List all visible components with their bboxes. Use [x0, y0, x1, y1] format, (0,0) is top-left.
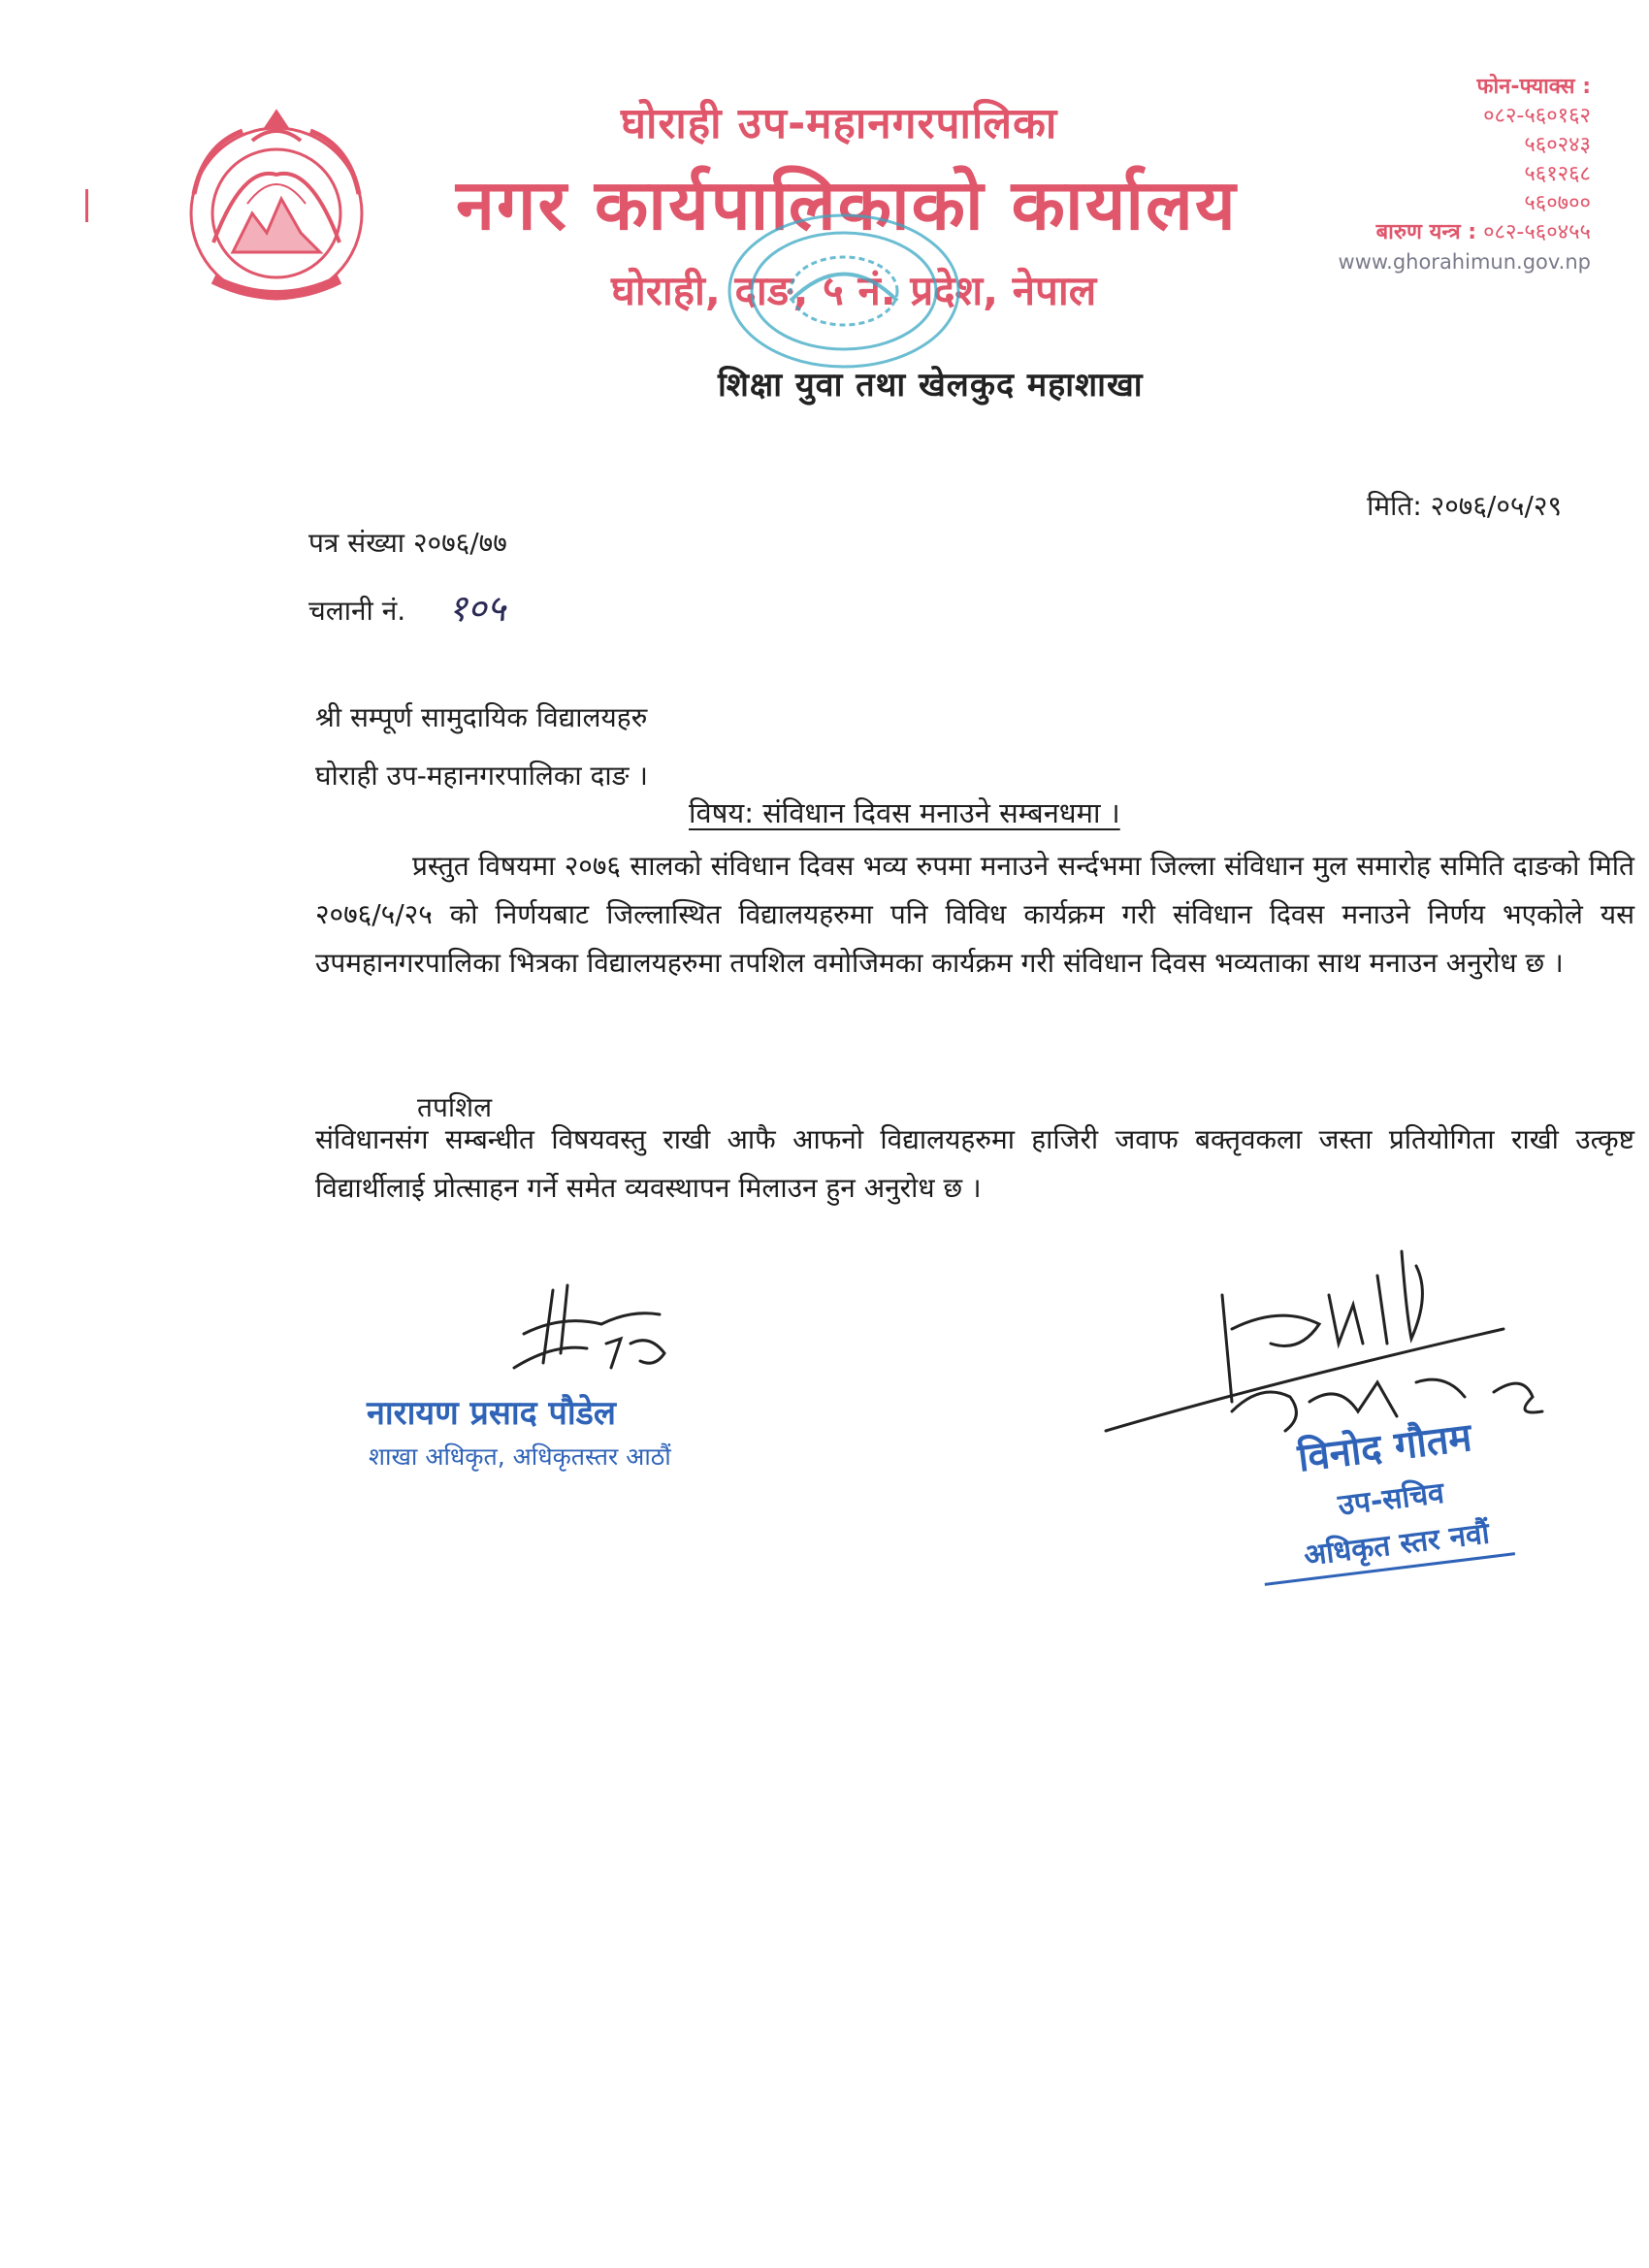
margin-mark — [85, 189, 88, 222]
phone-number: ५६०२४३ — [1524, 133, 1591, 157]
recipient-line-2: घोराही उप-महानगरपालिका दाङ । — [315, 760, 649, 792]
details-heading: तपशिल — [417, 1091, 493, 1123]
phone-label: फोन-फ्याक्स : — [1476, 75, 1591, 99]
office-address: घोराही, दाङ, ५ नं. प्रदेश, नेपाल — [611, 267, 1097, 314]
fax-label: बारुण यन्त्र : — [1375, 220, 1477, 244]
recipient-line-1: श्री सम्पूर्ण सामुदायिक विद्यालयहरु — [315, 701, 648, 733]
phone-number: ५६१२६८ — [1524, 162, 1591, 186]
letter-date: मिति: २०७६/०५/२९ — [1367, 490, 1562, 522]
signatory-left-title: शाखा अधिकृत, अधिकृतस्तर आठौं — [369, 1442, 671, 1471]
signature-left-handwritten — [495, 1276, 708, 1382]
website-link[interactable]: www.ghorahimun.gov.np — [1338, 250, 1591, 274]
branch-name: शिक्षा युवा तथा खेलकुद महाशाखा — [718, 366, 1144, 405]
signatory-left-name: नारायण प्रसाद पौडेल — [367, 1394, 616, 1433]
dispatch-label: चलानी नं. — [308, 595, 406, 627]
phone-number: ५६०७०० — [1524, 191, 1591, 215]
phone-number: ०८२-५६०१६२ — [1483, 104, 1591, 128]
fax-number: ०८२-५६०४५५ — [1483, 220, 1591, 244]
government-emblem-icon — [175, 107, 378, 310]
contact-block — [1271, 73, 1591, 276]
signatory-right-title: उप-सचिव — [1336, 1475, 1446, 1523]
office-name: नगर कार्यपालिकाको कार्यालय — [456, 164, 1238, 245]
municipality-name: घोराही उप-महानगरपालिका — [621, 99, 1058, 148]
reference-number: पत्र संख्या २०७६/७७ — [308, 527, 507, 559]
body-paragraph-2: संविधानसंग सम्बन्धीत विषयवस्तु राखी आफै आफनो विद्यालयहरुमा हाजिरी जवाफ बक्तृवकला जस्ता प्रतियोगिता राखी उत्कृष्ट विद्यार्थीलाई प्रोत्साहन गर्ने समेत व्यवस्थापन मिलाउन हुन अनुरोध छ । — [315, 1123, 1634, 1204]
office-seal-stamp — [723, 209, 965, 373]
signatory-right-name: विनोद गौतम — [1295, 1414, 1474, 1481]
fax-line — [1271, 218, 1591, 247]
letter-subject: विषय: संविधान दिवस मनाउने सम्बनधमा । — [689, 796, 1120, 829]
signatory-right-stamp — [1246, 1403, 1535, 1586]
dispatch-number-handwritten: १०५ — [448, 587, 506, 630]
signatory-right-rank: अधिकृत स्तर नवौं — [1302, 1516, 1492, 1573]
body-paragraph-1: प्रस्तुत विषयमा २०७६ सालको संविधान दिवस भव्य रुपमा मनाउने सर्न्दभमा जिल्ला संविधान मुल समारोह समिति दाङको मिति २०७६/५/२५ को निर्णयबाट जिल्लास्थित विद्यालयहरुमा पनि विविध कार्यक्रम गरी संविधान दिवस मनाउने निर्णय भएकोले यस उपमहानगरपालिका भित्रका विद्यालयहरुमा तपशिल वमोजिमका कार्यक्रम गरी संविधान दिवस भव्यताका साथ मनाउन अनुरोध छ । — [315, 850, 1634, 979]
